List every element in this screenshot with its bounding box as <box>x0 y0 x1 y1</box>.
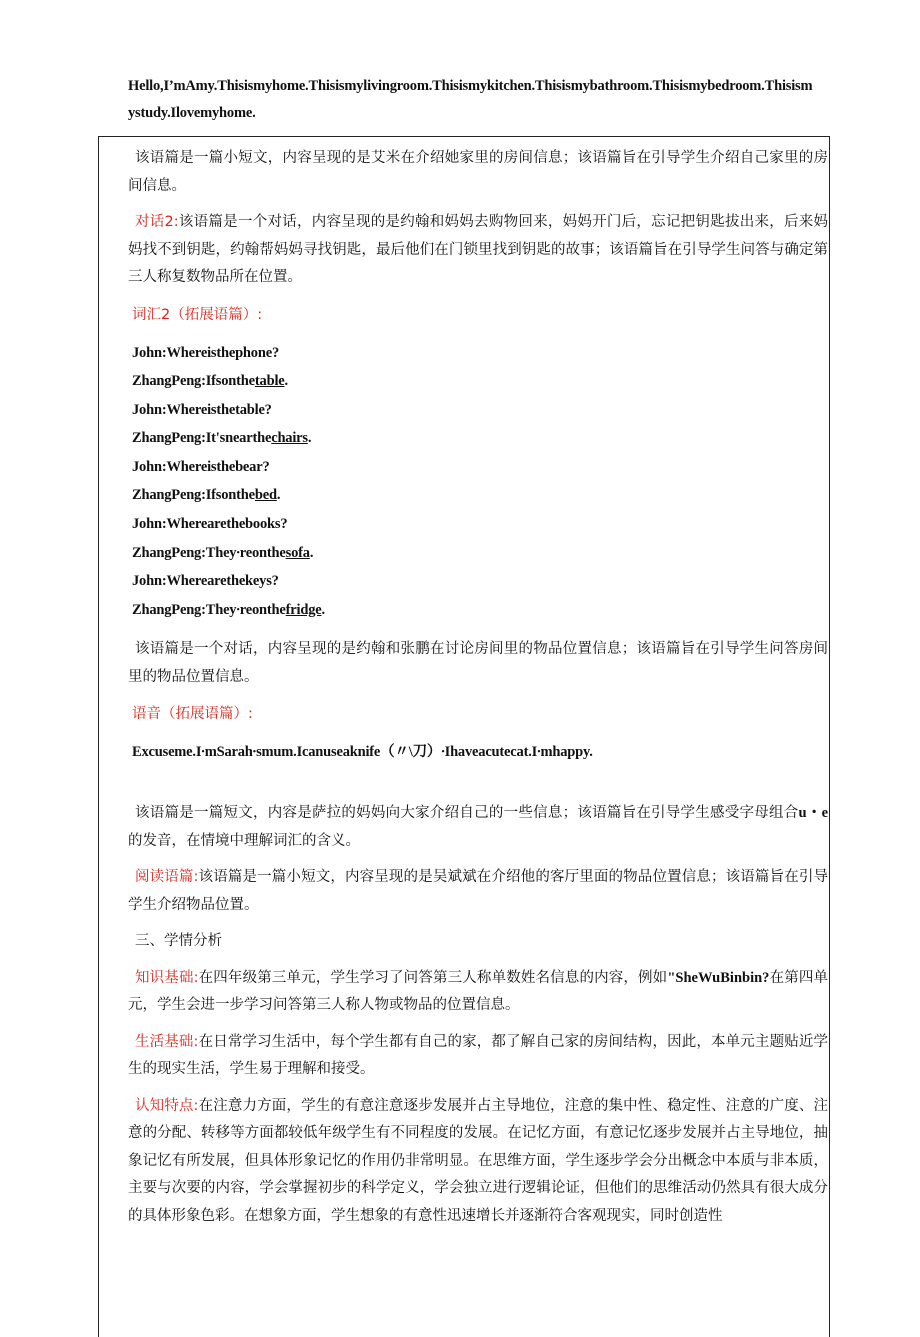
paragraph-cognitive <box>128 1093 828 1231</box>
dialogue-keyword: sofa <box>285 544 310 561</box>
dialogue-punct: . <box>321 601 325 618</box>
dialogue-text: John:Wherearethekeys? <box>132 573 279 590</box>
paragraph-life <box>128 1029 828 1084</box>
dialogue-line <box>128 567 828 596</box>
dialogue-text: John:Whereisthebear? <box>132 458 270 475</box>
dialogue-text: John:Wherearethebooks? <box>132 516 288 533</box>
paragraph-phonics-summary <box>128 800 828 855</box>
paragraph-dialog-2 <box>128 209 828 292</box>
intro-paragraph: Hello,I’mAmy.Thisismyhome.Thisismylivingroom.Thisismykitchen.Thisismybathroom.Thisismybedroom.Thisismystudy.Ilovemyhome. <box>128 78 813 121</box>
vocab-2-heading: 词汇2（拓展语篇）: <box>132 306 263 323</box>
life-text: 在日常学习生活中，每个学生都有自己的家，都了解自己家的房间结构，因此，本单元主题贴近学生的现实生活，学生易于理解和接受。 <box>128 1033 828 1078</box>
phonics-text: Excuseme.I∙mSarah∙smum.Icanuseaknife（〃\刀）∙Ihaveacutecat.I∙mhappy. <box>132 744 593 761</box>
paragraph-knowledge <box>128 965 828 1020</box>
dialogue-punct: . <box>284 373 288 390</box>
knowledge-tail: 在第四单元，学生会进一步学习问答第三人称人物或物品的位置信息。 <box>128 969 829 1014</box>
phonics-summary-text: 该语篇是一篇短文，内容是萨拉的妈妈向大家介绍自己的一些信息；该语篇旨在引导学生感受字母组合 <box>135 805 799 822</box>
dialogue-punct: . <box>276 487 281 504</box>
dialogue-text: John:Whereisthetable? <box>132 401 272 418</box>
dialogue-keyword: fridge <box>285 601 322 618</box>
content-cell <box>128 145 828 1239</box>
life-label: 生活基础: <box>135 1033 199 1050</box>
dialogue-text: ZhangPeng:Ifsonthe <box>132 373 255 390</box>
knowledge-example: "SheWuBinbin? <box>667 969 770 986</box>
dialogue-line <box>128 453 828 482</box>
reading-text: 该语篇是一篇小短文，内容呈现的是吴斌斌在介绍他的客厅里面的物品位置信息；该语篇旨在引导学生介绍物品位置。 <box>128 869 828 913</box>
dialogue-punct: . <box>309 544 314 561</box>
dialogue-text: ZhangPeng:Ifsonthe <box>132 487 255 504</box>
dialogue-text: ZhangPeng:They∙reonthe <box>132 601 286 618</box>
dialogue-line <box>128 481 828 510</box>
dialogue-punct: . <box>307 430 312 447</box>
dialog-2-label: 对话2: <box>135 214 179 230</box>
dialogue-keyword: table <box>254 373 285 390</box>
paragraph-dialogue-summary: 该语篇是一个对话，内容呈现的是约翰和张鹏在讨论房间里的物品位置信息；该语篇旨在引导学生问答房间里的物品位置信息。 <box>128 641 828 685</box>
letter-combination: u・e <box>798 805 829 822</box>
dialogue-line <box>128 539 828 568</box>
dialogue-keyword: chairs <box>271 430 308 447</box>
dialog-2-text: 该语篇是一个对话，内容呈现的是约翰和妈妈去购物回来，妈妈开门后，忘记把钥匙拔出来，后来妈妈找不到钥匙，约翰帮妈妈寻找钥匙，最后他们在门锁里找到钥匙的故事；该语篇旨在引导学生问答与确定第三人称复数物品所在位置。 <box>128 214 828 285</box>
phonics-heading: 语音（拓展语篇）: <box>132 706 253 723</box>
dialogue-line <box>128 510 828 539</box>
paragraph-reading <box>128 864 828 919</box>
dialogue-line <box>128 396 828 425</box>
section-3-heading: 三、学情分析 <box>135 933 222 950</box>
knowledge-label: 知识基础: <box>135 969 199 986</box>
dialogue-keyword: bed <box>254 487 277 504</box>
phonics-summary-tail: 的发音，在情境中理解词汇的含义。 <box>128 832 360 849</box>
reading-label: 阅读语篇: <box>135 869 199 886</box>
dialogue-list <box>128 339 828 625</box>
dialogue-line <box>128 367 828 396</box>
dialogue-line <box>128 596 828 625</box>
cognitive-label: 认知特点: <box>135 1097 199 1114</box>
dialogue-line <box>128 424 828 453</box>
dialogue-text: ZhangPeng:They∙reonthe <box>132 544 286 561</box>
knowledge-text: 在四年级第三单元，学生学习了问答第三人称单数姓名信息的内容，例如 <box>198 969 668 986</box>
cognitive-text: 在注意力方面，学生的有意注意逐步发展并占主导地位，注意的集中性、稳定性、注意的广度、注意的分配、转移等方面都较低年级学生有不同程度的发展。在记忆方面，有意记忆逐步发展并占主导地位，抽象记忆有所发展，但具体形象记忆的作用仍非常明显。在思维方面，学生逐步学会分出概念中本质与非本质，主要与次要的内容，学会掌握初步的科学定义，学会独立进行逻辑论证，但他们的思维活动仍然具有很大成分的具体形象色彩。在想象方面，学生想象的有意性迅速增长并逐渐符合客观现实，同时创造性 <box>128 1097 828 1224</box>
dialogue-text: ZhangPeng:It'snearthe <box>132 430 272 447</box>
paragraph-amy-home: 该语篇是一篇小短文，内容呈现的是艾米在介绍她家里的房间信息；该语篇旨在引导学生介绍自己家里的房间信息。 <box>128 150 828 194</box>
dialogue-text: John:Whereisthephone? <box>132 344 279 361</box>
dialogue-line <box>128 339 828 368</box>
